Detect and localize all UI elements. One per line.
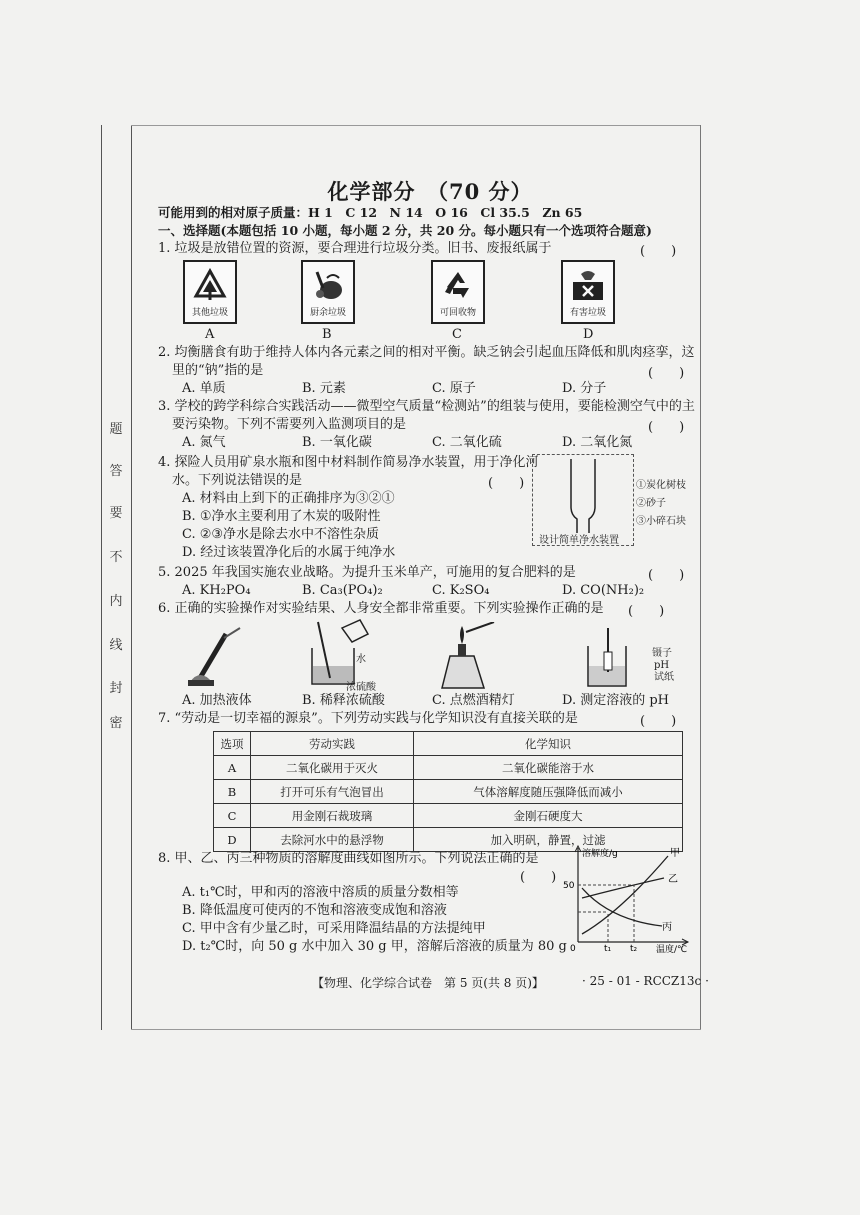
binding-line-inner bbox=[131, 125, 132, 1030]
solubility-chart bbox=[560, 842, 700, 954]
kitchen-waste-icon bbox=[311, 268, 345, 302]
waste-icon-b bbox=[301, 260, 355, 324]
y-axis-label: 溶解度/g bbox=[582, 849, 618, 859]
side-mark: 内 bbox=[109, 594, 123, 609]
q5-stem: 5. 2025 年我国实施农业战略。为提升玉米单产，可施用的复合肥料的是 bbox=[158, 565, 576, 580]
x-tick-label: t₂ bbox=[630, 944, 638, 954]
table-cell: 二氧化碳用于灭火 bbox=[251, 756, 414, 780]
side-mark: 密 bbox=[109, 716, 123, 731]
option-letter: D bbox=[583, 327, 594, 342]
table-cell: C bbox=[214, 804, 251, 828]
table-row bbox=[214, 780, 683, 804]
q3-option: C. 二氧化硫 bbox=[432, 435, 502, 450]
icon-caption: 可回收物 bbox=[439, 308, 476, 318]
q6-option: C. 点燃酒精灯 bbox=[432, 693, 515, 708]
answer-paren: ( ) bbox=[648, 366, 685, 381]
series-label: 乙 bbox=[668, 874, 678, 885]
atomic-masses: 可能用到的相对原子质量：H 1 C 12 N 14 O 16 Cl 35.5 Zn 65 bbox=[158, 205, 583, 220]
table-cell: 气体溶解度随压强降低而减小 bbox=[414, 780, 683, 804]
table-cell: 用金刚石裁玻璃 bbox=[251, 804, 414, 828]
table-cell: 金刚石硬度大 bbox=[414, 804, 683, 828]
x-axis-label: 温度/℃ bbox=[656, 945, 688, 954]
q2-option: B. 元素 bbox=[302, 381, 346, 396]
q8-option: D. t₂℃时，向 50 g 水中加入 30 g 甲，溶解后溶液的质量为 80 g bbox=[182, 939, 567, 954]
side-mark: 不 bbox=[109, 550, 123, 565]
answer-paren: ( ) bbox=[648, 420, 685, 435]
alcohol-lamp-illustration bbox=[430, 622, 500, 692]
table-header: 化学知识 bbox=[414, 732, 683, 756]
series-label: 甲 bbox=[670, 848, 680, 859]
page-title: 化学部分 （70 分） bbox=[327, 179, 533, 204]
label-ph-paper: pH 试纸 bbox=[654, 660, 674, 683]
q5-option: C. K₂SO₄ bbox=[432, 583, 490, 598]
icon-caption: 有害垃圾 bbox=[569, 308, 606, 318]
other-waste-icon bbox=[193, 268, 227, 302]
frame-top bbox=[131, 125, 701, 126]
table-cell: 加入明矾，静置，过滤 bbox=[414, 828, 683, 852]
q5-option: A. KH₂PO₄ bbox=[182, 583, 251, 598]
icon-caption: 厨余垃圾 bbox=[309, 308, 346, 318]
x-tick-label: t₁ bbox=[604, 944, 612, 954]
q4-line2: 水。下列说法错误的是 bbox=[172, 473, 303, 488]
q7-stem: 7. “劳动是一切幸福的源泉”。下列劳动实践与化学知识没有直接关联的是 bbox=[158, 711, 578, 726]
x-tick-label: 0 bbox=[570, 944, 576, 954]
q8-option: B. 降低温度可使丙的不饱和溶液变成饱和溶液 bbox=[182, 903, 447, 918]
option-letter: A bbox=[205, 327, 215, 342]
answer-paren: ( ) bbox=[520, 870, 557, 885]
side-mark: 封 bbox=[109, 681, 123, 696]
option-letter: B bbox=[322, 327, 332, 342]
option-letter: C bbox=[452, 327, 462, 342]
q8-option: C. 甲中含有少量乙时，可采用降温结晶的方法提纯甲 bbox=[182, 921, 486, 936]
q6-option: B. 稀释浓硫酸 bbox=[302, 693, 385, 708]
q3-option: B. 一氧化碳 bbox=[302, 435, 372, 450]
table-row bbox=[214, 756, 683, 780]
answer-paren: ( ) bbox=[488, 476, 525, 491]
page-footer: 【物理、化学综合试卷 第 5 页(共 8 页)】 bbox=[312, 976, 544, 990]
label-tweezers: 镊子 bbox=[652, 648, 672, 659]
icon-caption: 其他垃圾 bbox=[191, 308, 228, 318]
answer-paren: ( ) bbox=[640, 244, 677, 259]
figure-caption: 设计简单净水装置 bbox=[539, 535, 619, 546]
binding-line-outer bbox=[101, 125, 102, 1030]
heating-liquid-illustration bbox=[180, 620, 260, 690]
label-water: 水 bbox=[356, 654, 366, 665]
table-cell: 去除河水中的悬浮物 bbox=[251, 828, 414, 852]
q4-figure bbox=[532, 454, 634, 546]
q3-option: A. 氮气 bbox=[182, 435, 226, 450]
q8-option: A. t₁℃时，甲和丙的溶液中溶质的质量分数相等 bbox=[182, 885, 459, 900]
label-acid: 浓硫酸 bbox=[346, 682, 376, 693]
recycle-icon bbox=[441, 268, 475, 302]
table-cell: A bbox=[214, 756, 251, 780]
q2-line1: 2. 均衡膳食有助于维持人体内各元素之间的相对平衡。缺乏钠会引起血压降低和肌肉痉挛，这 bbox=[158, 345, 695, 360]
side-mark: 题 bbox=[109, 422, 123, 437]
section-heading: 一、选择题(本题包括 10 小题，每小题 2 分，共 20 分。每小题只有一个选项符合题意) bbox=[158, 223, 652, 238]
table-header: 选项 bbox=[214, 732, 251, 756]
table-cell: 打开可乐有气泡冒出 bbox=[251, 780, 414, 804]
q6-option: A. 加热液体 bbox=[182, 693, 252, 708]
table-cell: 二氧化碳能溶于水 bbox=[414, 756, 683, 780]
material-label: ②砂子 bbox=[636, 498, 666, 509]
frame-right bbox=[700, 125, 701, 1030]
table-header-row bbox=[214, 732, 683, 756]
q6-option: D. 测定溶液的 pH bbox=[562, 693, 670, 708]
answer-paren: ( ) bbox=[648, 568, 685, 583]
q4-line1: 4. 探险人员用矿泉水瓶和图中材料制作简易净水装置，用于净化河 bbox=[158, 455, 539, 470]
table-header: 劳动实践 bbox=[251, 732, 414, 756]
table-row bbox=[214, 804, 683, 828]
hazardous-waste-icon bbox=[571, 268, 605, 302]
q2-option: D. 分子 bbox=[562, 381, 607, 396]
table-cell: D bbox=[214, 828, 251, 852]
side-mark: 线 bbox=[109, 638, 123, 653]
q2-option: A. 单质 bbox=[182, 381, 226, 396]
q3-line2: 要污染物。下列不需要列入监测项目的是 bbox=[172, 417, 407, 432]
q3-line1: 3. 学校的跨学科综合实践活动——微型空气质量“检测站”的组装与使用，要能检测空气中的主 bbox=[158, 399, 695, 414]
waste-icon-c bbox=[431, 260, 485, 324]
series-label: 丙 bbox=[662, 922, 672, 933]
q4-option: D. 经过该装置净化后的水属于纯净水 bbox=[182, 545, 396, 560]
ph-test-illustration bbox=[582, 628, 642, 690]
paper-code: · 25 - 01 - RCCZ13c · bbox=[582, 974, 709, 988]
answer-paren: ( ) bbox=[628, 604, 665, 619]
q5-option: B. Ca₃(PO₄)₂ bbox=[302, 583, 383, 598]
q7-table bbox=[213, 731, 683, 852]
q1-stem: 1. 垃圾是放错位置的资源，要合理进行垃圾分类。旧书、废报纸属于 bbox=[158, 241, 552, 256]
frame-bottom bbox=[131, 1029, 701, 1030]
material-label: ③小碎石块 bbox=[636, 516, 686, 527]
side-mark: 答 bbox=[109, 464, 123, 479]
side-mark: 要 bbox=[109, 506, 123, 521]
q4-option: C. ②③净水是除去水中不溶性杂质 bbox=[182, 527, 380, 542]
q6-stem: 6. 正确的实验操作对实验结果、人身安全都非常重要。下列实验操作正确的是 bbox=[158, 601, 604, 616]
material-label: ①炭化树枝 bbox=[636, 480, 686, 491]
q8-stem: 8. 甲、乙、丙三种物质的溶解度曲线如图所示。下列说法正确的是 bbox=[158, 851, 539, 866]
y-tick-label: 50 bbox=[563, 881, 575, 891]
q4-option: B. ①净水主要利用了木炭的吸附性 bbox=[182, 509, 381, 524]
answer-paren: ( ) bbox=[640, 714, 677, 729]
waste-icon-d bbox=[561, 260, 615, 324]
q3-option: D. 二氧化氮 bbox=[562, 435, 633, 450]
q2-line2: 里的“钠”指的是 bbox=[172, 363, 264, 378]
table-cell: B bbox=[214, 780, 251, 804]
q4-option: A. 材料由上到下的正确排序为③②① bbox=[182, 491, 395, 506]
series-yi-curve bbox=[582, 878, 664, 898]
q2-option: C. 原子 bbox=[432, 381, 476, 396]
waste-icon-a bbox=[183, 260, 237, 324]
series-bing-curve bbox=[582, 888, 662, 926]
q5-option: D. CO(NH₂)₂ bbox=[562, 583, 645, 598]
